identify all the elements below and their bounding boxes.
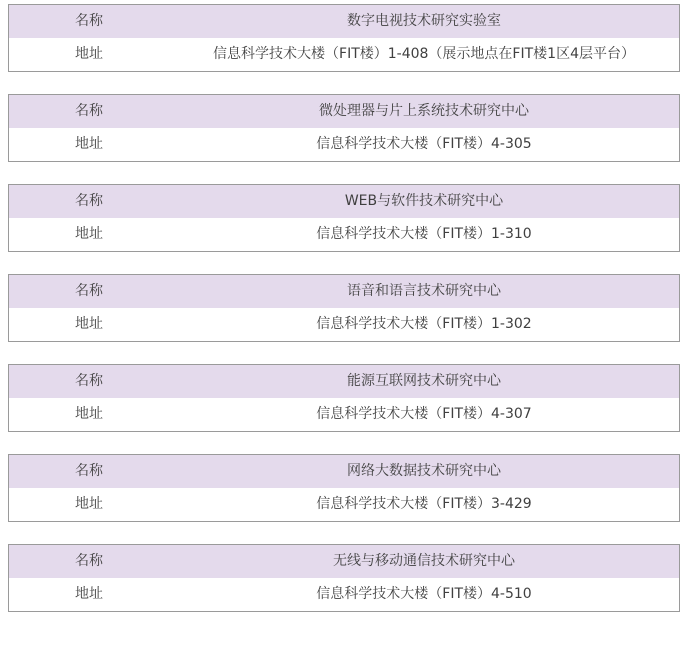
address-row bbox=[9, 398, 679, 431]
lab-address-value: 信息科学技术大楼（FIT楼）4-307 bbox=[316, 406, 532, 422]
address-row bbox=[9, 128, 679, 161]
lab-info-table-6 bbox=[8, 454, 680, 522]
address-label: 地址 bbox=[75, 496, 103, 512]
name-label: 名称 bbox=[75, 103, 103, 119]
address-row bbox=[9, 218, 679, 251]
name-label: 名称 bbox=[75, 463, 103, 479]
address-label: 地址 bbox=[75, 136, 103, 152]
lab-info-table-1 bbox=[8, 4, 680, 72]
lab-info-table-3 bbox=[8, 184, 680, 252]
address-row bbox=[9, 488, 679, 521]
name-row bbox=[9, 5, 679, 38]
name-row bbox=[9, 275, 679, 308]
address-label: 地址 bbox=[75, 586, 103, 602]
name-row bbox=[9, 95, 679, 128]
lab-info-table-7 bbox=[8, 544, 680, 612]
address-row bbox=[9, 308, 679, 341]
lab-address-value: 信息科学技术大楼（FIT楼）1-408（展示地点在FIT楼1区4层平台） bbox=[213, 46, 635, 62]
address-label: 地址 bbox=[75, 226, 103, 242]
lab-name-value: 数字电视技术研究实验室 bbox=[347, 13, 501, 29]
name-label: 名称 bbox=[75, 373, 103, 389]
lab-address-value: 信息科学技术大楼（FIT楼）4-305 bbox=[316, 136, 532, 152]
name-label: 名称 bbox=[75, 283, 103, 299]
name-label: 名称 bbox=[75, 553, 103, 569]
lab-address-value: 信息科学技术大楼（FIT楼）4-510 bbox=[316, 586, 532, 602]
lab-info-table-2 bbox=[8, 94, 680, 162]
name-label: 名称 bbox=[75, 13, 103, 29]
lab-address-value: 信息科学技术大楼（FIT楼）3-429 bbox=[316, 496, 532, 512]
lab-address-value: 信息科学技术大楼（FIT楼）1-302 bbox=[316, 316, 532, 332]
address-label: 地址 bbox=[75, 46, 103, 62]
address-row bbox=[9, 578, 679, 611]
lab-info-table-5 bbox=[8, 364, 680, 432]
address-row bbox=[9, 38, 679, 71]
lab-name-value: 微处理器与片上系统技术研究中心 bbox=[319, 103, 529, 119]
lab-address-value: 信息科学技术大楼（FIT楼）1-310 bbox=[316, 226, 532, 242]
lab-info-table-4 bbox=[8, 274, 680, 342]
lab-name-value: 网络大数据技术研究中心 bbox=[347, 463, 501, 479]
address-label: 地址 bbox=[75, 316, 103, 332]
name-row bbox=[9, 365, 679, 398]
name-row bbox=[9, 545, 679, 578]
lab-name-value: 能源互联网技术研究中心 bbox=[347, 373, 501, 389]
name-label: 名称 bbox=[75, 193, 103, 209]
name-row bbox=[9, 455, 679, 488]
lab-name-value: 语音和语言技术研究中心 bbox=[347, 283, 501, 299]
name-row bbox=[9, 185, 679, 218]
lab-name-value: WEB与软件技术研究中心 bbox=[344, 193, 504, 209]
lab-name-value: 无线与移动通信技术研究中心 bbox=[333, 553, 515, 569]
address-label: 地址 bbox=[75, 406, 103, 422]
